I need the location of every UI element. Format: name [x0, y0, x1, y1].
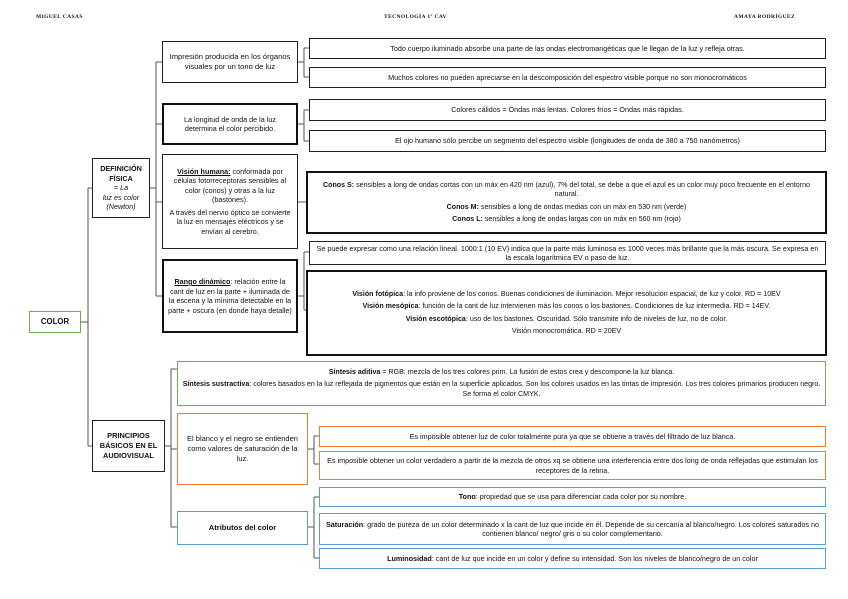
- whiteblack-node: [177, 413, 308, 485]
- mode-mesopic: [363, 302, 771, 311]
- dynamic-expression-text: Se puede expresar como una relación lineal. 1000:1 (10 EV) indica que la parte más luminosa es 1000 veces más brillante que la más oscura. Se expresa en la escala logarítmica EV o paso de luz.: [316, 243, 819, 262]
- dynamic-range-text: [168, 277, 292, 315]
- dynamic-range-node: [162, 259, 298, 333]
- author-left: MIGUEL CASAS: [36, 14, 83, 20]
- cone-m-text: sensibles a long de ondas medias con un máx en 530 nm (verde): [478, 202, 687, 211]
- cone-l-term: Conos L:: [452, 214, 483, 223]
- mode-photopic-text: : la info proviene de los conos. Buenas condiciones de iluminación. Mejor resolución espacial, de luz y color. RD = 10EV: [403, 289, 781, 298]
- cone-s: [312, 181, 821, 200]
- cone-s-text: sensibles a long de ondas cortas con un máx en 420 nm (azul), 7% del total, se debe a que el azul es un color muy poco frecuente en el entorno natural.: [354, 180, 810, 199]
- wavelength-label: La longitud de onda de la luz determina el color percibido.: [184, 114, 276, 133]
- dynamic-expression: [309, 241, 826, 265]
- attribute-saturation-term: Saturación: [325, 519, 364, 529]
- wavelength-item-1-text: Colores cálidos = Ondas más lentas. Colores fríos = Ondas más rápidas.: [451, 105, 684, 115]
- cone-s-term: Conos S:: [323, 180, 355, 189]
- attribute-luminosity: [319, 548, 826, 569]
- mode-scotopic-term: Visión escotópica: [405, 314, 466, 323]
- cone-m-term: Conos M:: [446, 202, 479, 211]
- vision-text-1: [167, 167, 293, 205]
- mode-monochromatic-text: Visión monocromática. RD = 20EV: [511, 326, 622, 335]
- impression-item-1-text: Todo cuerpo iluminado absorbe una parte de las ondas electromangéticas que le llegan de la luz y refleja otras.: [390, 43, 745, 53]
- impression-item-2: [309, 67, 826, 88]
- cone-m: [447, 203, 687, 212]
- wavelength-item-2-text: El ojo humano sólo percibe un segmento del espectro visible (longitudes de onda de 380 a 750 nanómetros): [395, 136, 740, 146]
- vision-node: [162, 154, 298, 249]
- mode-photopic-term: Visión fotópica: [352, 289, 404, 298]
- vision-modes-node: [306, 270, 827, 356]
- principles-node: [92, 420, 165, 472]
- root-node-color: [29, 311, 81, 333]
- whiteblack-item-1-text: Es imposible obtener luz de color totalmente pura ya que se obtiene a través del filtrado de luz blanca.: [409, 431, 736, 441]
- additive-text: = RGB: mezcla de los tres colores prim. La fusión de estos crea y descompone la luz blanca.: [380, 367, 675, 376]
- attribute-tone-text: [459, 492, 687, 502]
- impression-node: [162, 41, 298, 83]
- wavelength-node: [162, 103, 298, 145]
- vision-text: conformada por células fotorreceptoras sensibles al color (conos) y otras a la luz (bastones).: [173, 166, 287, 205]
- attributes-node: [177, 511, 308, 545]
- root-label: COLOR: [40, 316, 70, 326]
- whiteblack-label: El blanco y el negro se entienden como valores de saturación de la luz.: [187, 434, 298, 463]
- definition-subtitle: [114, 183, 128, 193]
- attribute-luminosity-desc: : cant de luz que incide en un color y define su intensidad. Son los niveles de blanco/negro de un color: [431, 553, 758, 563]
- whiteblack-item-2-text: Es imposible obtener un color verdadero a partir de la mezcla de otros xq se obtiene una interferencia entre dos long de onda reflejadas que estimulan los receptores de la retina.: [327, 456, 818, 475]
- synthesis-node: [177, 361, 826, 406]
- dynamic-range-desc: : relación entre la cant de luz en la parte + iluminada de la escena y la mínima detectable en la parte + oscura (en donde haya detalle): [168, 277, 292, 315]
- synthesis-subtractive: [182, 380, 821, 399]
- mode-monochromatic: [512, 327, 621, 336]
- subtractive-text: : colores basados en la luz reflejada de pigmentos que están en la superficie aplicados. Son los colores usados en las tintas de impresión. Los tres colores primarios producen negro. Se forma el color CMYK.: [249, 380, 821, 398]
- attribute-saturation: [319, 513, 826, 545]
- vision-text-2: A través del nervio óptico se convierte la luz en mensajes eléctricos y se envían al cerebro.: [169, 207, 291, 236]
- whiteblack-item-2: [319, 451, 826, 480]
- impression-label: Impresión producida en los órganos visuales por un tono de luz: [169, 51, 291, 71]
- synthesis-additive: [329, 368, 675, 377]
- wavelength-item-1: [309, 99, 826, 121]
- additive-term: Síntesis aditiva: [328, 367, 381, 376]
- wavelength-item-2: [309, 130, 826, 152]
- attribute-tone-term: Tono: [458, 492, 476, 502]
- author-right: AMAYA RODRÍGUEZ: [734, 14, 796, 20]
- course-title: TECNOLOGÍA 1º CAV: [384, 14, 447, 20]
- attribute-tone-desc: : propiedad que se usa para diferenciar cada color por su nombre.: [475, 492, 687, 502]
- definition-subtitle-c: (Newton): [106, 202, 136, 212]
- definition-title: DEFINICIÓN FÍSICA: [100, 164, 142, 183]
- cones-node: [306, 171, 827, 234]
- dynamic-range-term: Rango dinámico: [174, 277, 231, 286]
- attribute-saturation-text: [324, 520, 821, 539]
- cone-l: [452, 215, 681, 224]
- attributes-label: Atributos del color: [208, 522, 277, 532]
- whiteblack-item-1: [319, 426, 826, 447]
- attribute-luminosity-text: [387, 554, 758, 564]
- mode-mesopic-term: Visión mesópica: [362, 302, 419, 311]
- attribute-tone: [319, 487, 826, 507]
- attribute-saturation-desc: : grado de pureza de un color determinado x la cant de luz que incide en él. Depende de su cercanía al blanco/negro. Los colores saturados no contienen blanco/ negro/ gris o su color complementario.: [363, 519, 820, 538]
- impression-item-2-text: Muchos colores no pueden apreciarse en la descomposición del espectro visible porque no son monocromáticos: [388, 72, 747, 82]
- mode-mesopic-text: : función de la cant de luz intervienen más los conos o los bastones. Condiciones de luz intermedia. RD = 14EV.: [418, 302, 771, 311]
- definition-subtitle-a: = La: [113, 183, 129, 193]
- mode-scotopic: [406, 315, 728, 324]
- attribute-luminosity-term: Luminosidad: [387, 553, 432, 563]
- mode-scotopic-text: : uso de los bastones. Oscuridad. Sólo transmite info de niveles de luz, no de color.: [465, 314, 728, 323]
- impression-item-1: [309, 38, 826, 59]
- cone-l-text: sensibles a long de ondas largas con un máx en 560 nm (rojo): [482, 214, 681, 223]
- mode-photopic: [352, 290, 780, 299]
- definition-node: [92, 158, 150, 218]
- definition-subtitle-b: luz es color: [102, 192, 140, 202]
- subtractive-term: Síntesis sustractiva: [182, 380, 250, 389]
- vision-term: Visión humana:: [177, 166, 231, 176]
- principles-title: PRINCIPIOS BÁSICOS EN EL AUDIOVISUAL: [99, 431, 158, 460]
